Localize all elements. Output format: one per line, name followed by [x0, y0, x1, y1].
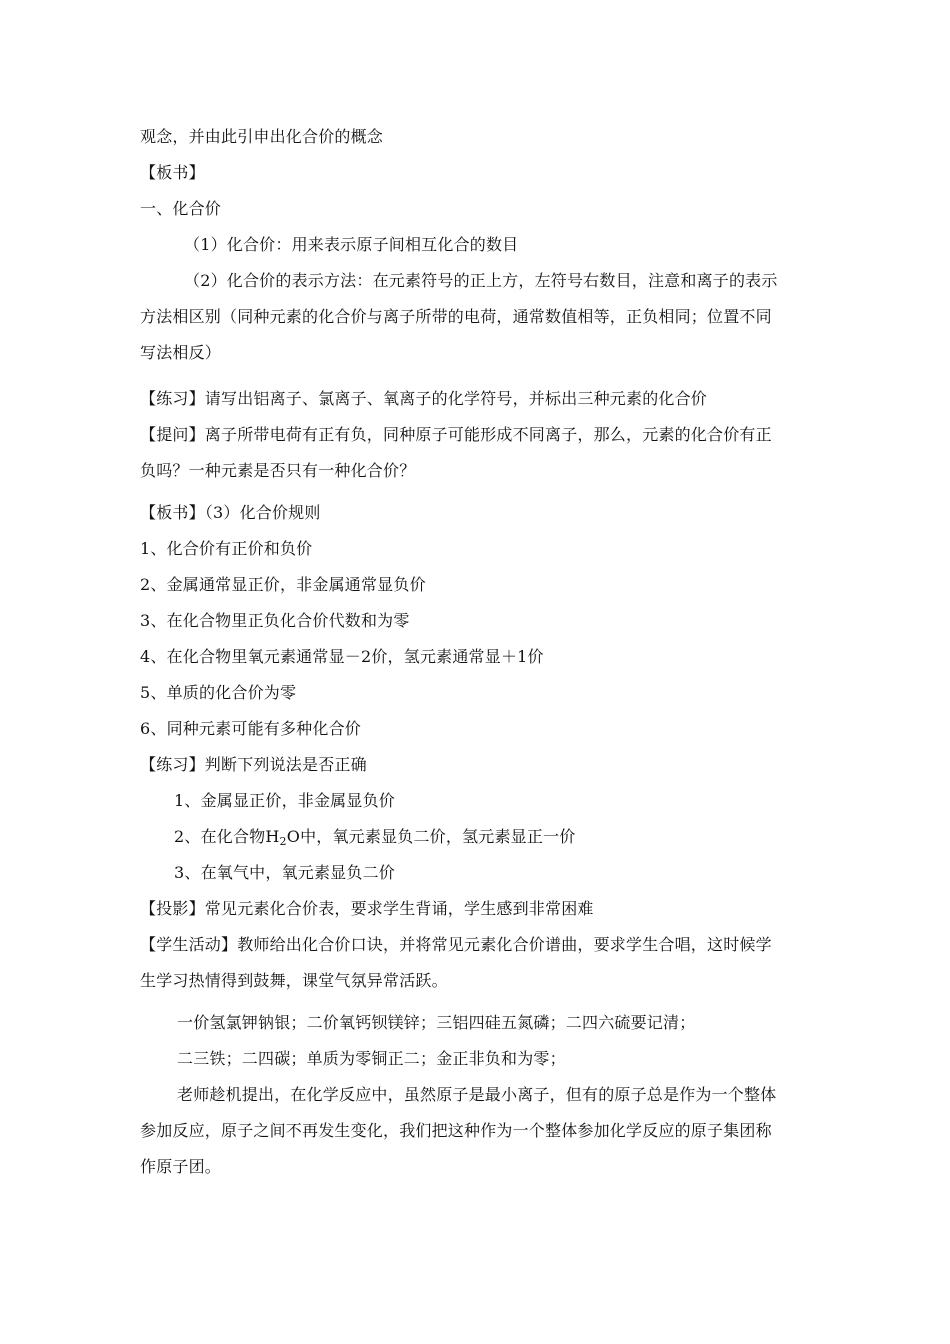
projection-line: 【投影】常见元素化合价表，要求学生背诵，学生感到非常困难 [140, 899, 594, 918]
rule-item: 1、化合价有正价和负价 [140, 539, 313, 558]
question-line: 【提问】离子所带电荷有正有负，同种原子可能形成不同离子，那么，元素的化合价有正 [140, 425, 772, 444]
text-line: 作原子团。 [140, 1157, 222, 1176]
text-line: 负吗？一种元素是否只有一种化合价？ [140, 461, 416, 480]
rule-item: 4、在化合物里氧元素通常显－2价，氢元素通常显＋1价 [140, 647, 544, 666]
paragraph-line: 老师趁机提出，在化学反应中，虽然原子是最小离子，但有的原子总是作为一个整体 [177, 1085, 777, 1104]
text-line: 写法相反） [140, 343, 222, 362]
mnemonic-line: 一价氢氯钾钠银；二价氧钙钡镁锌；三铝四硅五氮磷；二四六硫要记清； [177, 1013, 696, 1032]
rule-item: 3、在化合物里正负化合价代数和为零 [140, 611, 410, 630]
rule-item: 5、单质的化合价为零 [140, 683, 297, 702]
exercise-item: 1、金属显正价，非金属显负价 [174, 791, 395, 810]
exercise-item: 3、在氧气中，氧元素显负二价 [174, 863, 395, 882]
text-line: 方法相区别（同种元素的化合价与离子所带的电荷，通常数值相等，正负相同；位置不同 [140, 307, 772, 326]
exercise-item [174, 827, 854, 852]
text-line: 观念，并由此引申出化合价的概念 [140, 127, 384, 146]
subscript: 2 [279, 835, 287, 848]
definition-line: （1）化合价：用来表示原子间相互化合的数目 [184, 235, 519, 254]
text-line: 参加反应，原子之间不再发生变化，我们把这种作为一个整体参加化学反应的原子集团称 [140, 1121, 772, 1140]
board-heading: 【板书】（3）化合价规则 [140, 503, 321, 522]
text-line: 生学习热情得到鼓舞，课堂气氛异常活跃。 [140, 971, 448, 990]
section-heading: 一、化合价 [140, 199, 222, 218]
mnemonic-line: 二三铁；二四碳；单质为零铜正二；金正非负和为零； [177, 1049, 566, 1068]
rule-item: 6、同种元素可能有多种化合价 [140, 719, 361, 738]
exercise-line: 【练习】判断下列说法是否正确 [140, 755, 367, 774]
rule-item: 2、金属通常显正价，非金属通常显负价 [140, 575, 426, 594]
activity-line: 【学生活动】教师给出化合价口诀，并将常见元素化合价谱曲，要求学生合唱，这时候学 [140, 935, 772, 954]
board-heading: 【板书】 [140, 163, 205, 182]
exercise-line: 【练习】请写出铝离子、氯离子、氧离子的化学符号，并标出三种元素的化合价 [140, 389, 708, 408]
notation-line: （2）化合价的表示方法：在元素符号的正上方，左符号右数目，注意和离子的表示 [184, 271, 778, 290]
exercise-item-text: 2、在化合物H [174, 827, 280, 846]
exercise-item-text: O中，氧元素显负二价，氢元素显正一价 [286, 827, 576, 846]
